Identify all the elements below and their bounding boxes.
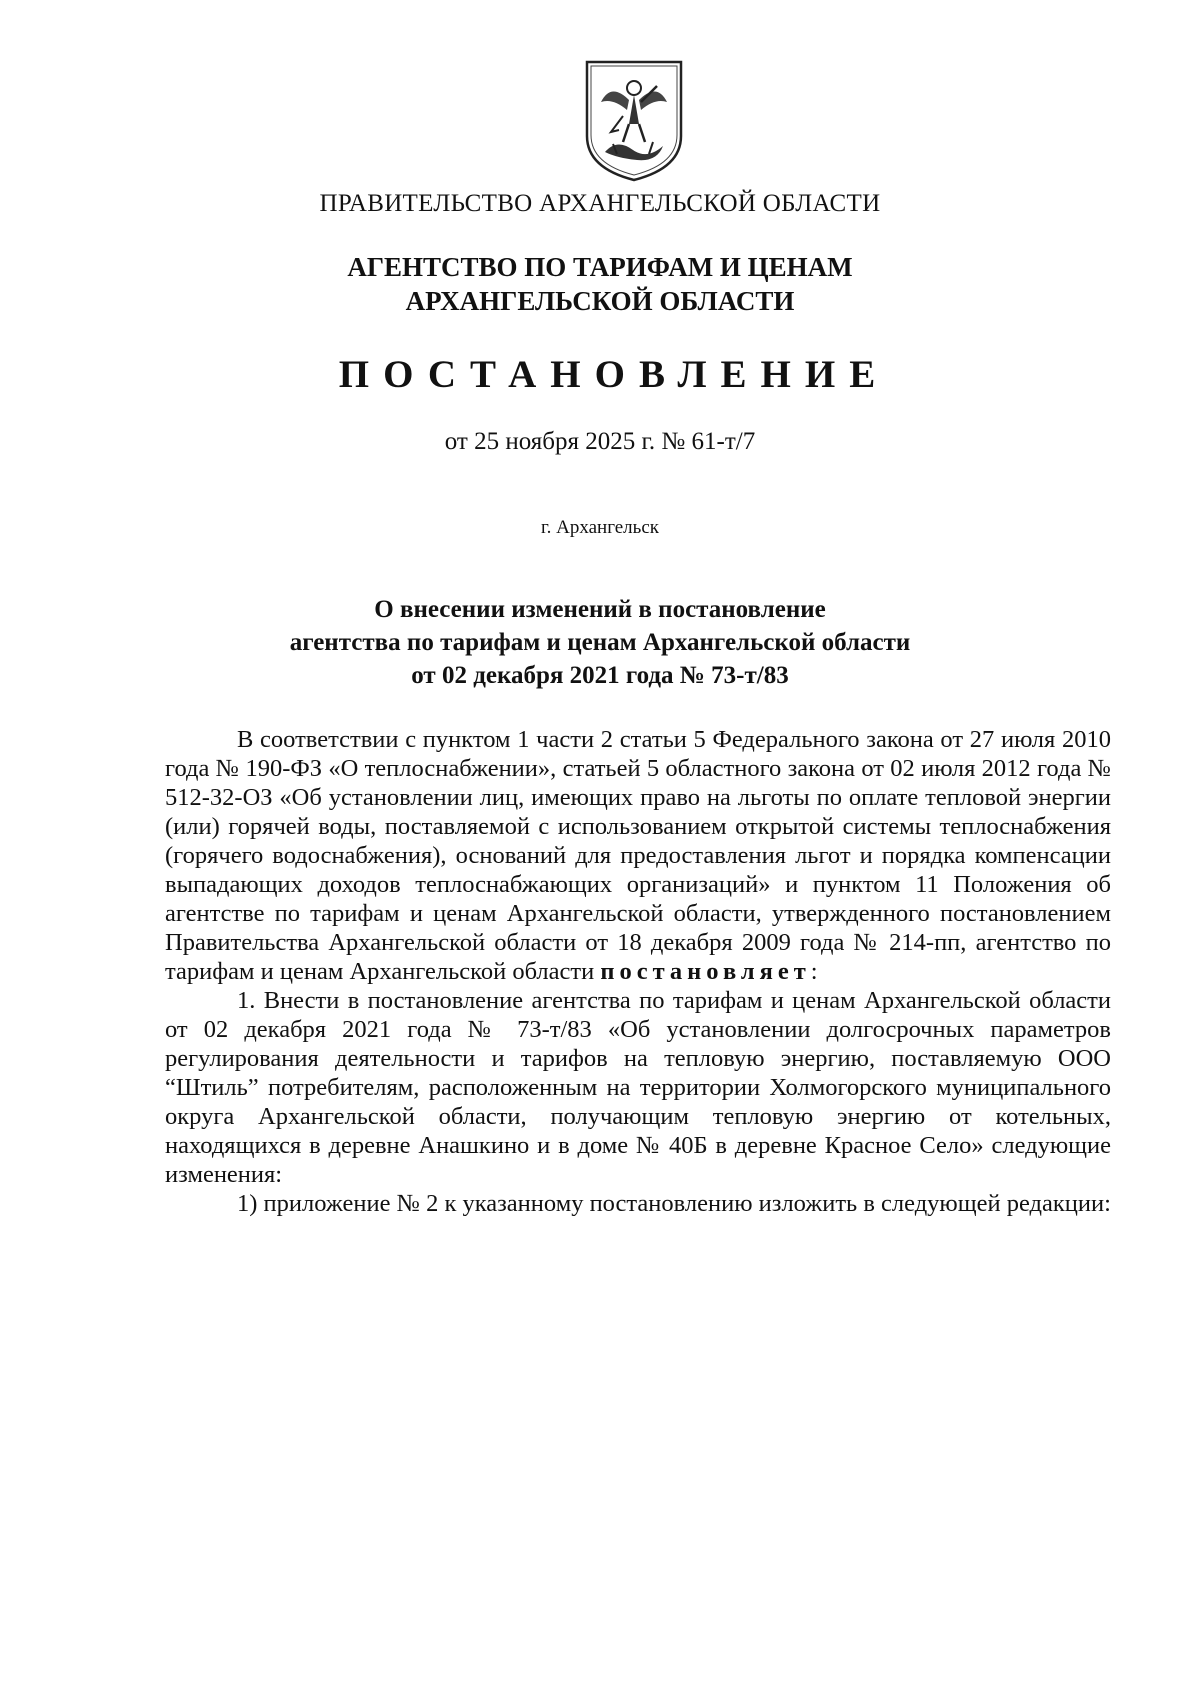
resolution-keyword: постановляет: [600, 958, 811, 985]
subject-line2: агентства по тарифам и ценам Архангельской области: [289, 629, 911, 656]
document-body: [165, 725, 1111, 1218]
subclause-1-paragraph: 1) приложение № 2 к указанному постановлению изложить в следующей редакции:: [237, 1190, 1111, 1217]
preamble-text: В соответствии с пунктом 1 части 2 статьи 5 Федерального закона от 27 июля 2010 года № 190-ФЗ «О теплоснабжении», статьей 5 областного закона от 02 июля 2012 года № 512-32-ОЗ «Об установлении лиц, имеющих право на льготы по оплате тепловой энергии (или) горячей воды, поставляемой с использованием открытой системы теплоснабжения (горячего водоснабжения), оснований для предоставления льгот и порядка компенсации выпадающих доходов теплоснабжающих организаций» и пунктом 11 Положения об агентстве по тарифам и ценам Архангельской области, утвержденного постановлением Правительства Архангельской области от 18 декабря 2009 года № 214-пп, агентство по тарифам и ценам Архангельской области: [165, 726, 1111, 985]
government-heading: ПРАВИТЕЛЬСТВО АРХАНГЕЛЬСКОЙ ОБЛАСТИ: [319, 190, 881, 217]
document-type-title: ПОСТАНОВЛЕНИЕ: [338, 353, 890, 396]
arkhangelsk-coat-of-arms-icon: [583, 58, 685, 184]
document-subject: [0, 593, 1200, 692]
preamble-paragraph: [165, 725, 1111, 986]
document-date-number: от 25 ноября 2025 г. № 61-т/7: [444, 428, 756, 455]
agency-heading-line2: АРХАНГЕЛЬСКОЙ ОБЛАСТИ: [405, 286, 795, 316]
preamble-end: :: [810, 958, 818, 985]
subject-line1: О внесении изменений в постановление: [374, 596, 826, 623]
clause-1-paragraph: 1. Внести в постановление агентства по тарифам и ценам Архангельской области от 02 декабря 2021 года № 73-т/83 «Об установлении долгосрочных параметров регулирования деятельности и тарифов на тепловую энергию, поставляемую ООО “Штиль” потребителям, расположенным на территории Холмогорского муниципального округа Архангельской области, получающим тепловую энергию от котельных, находящихся в деревне Анашкино и в доме № 40Б в деревне Красное Село» следующие изменения:: [165, 987, 1111, 1188]
subject-line3: от 02 декабря 2021 года № 73-т/83: [411, 662, 789, 689]
document-city: г. Архангельск: [540, 517, 659, 538]
agency-heading: [0, 250, 1200, 318]
agency-heading-line1: АГЕНТСТВО ПО ТАРИФАМ И ЦЕНАМ: [347, 252, 853, 282]
